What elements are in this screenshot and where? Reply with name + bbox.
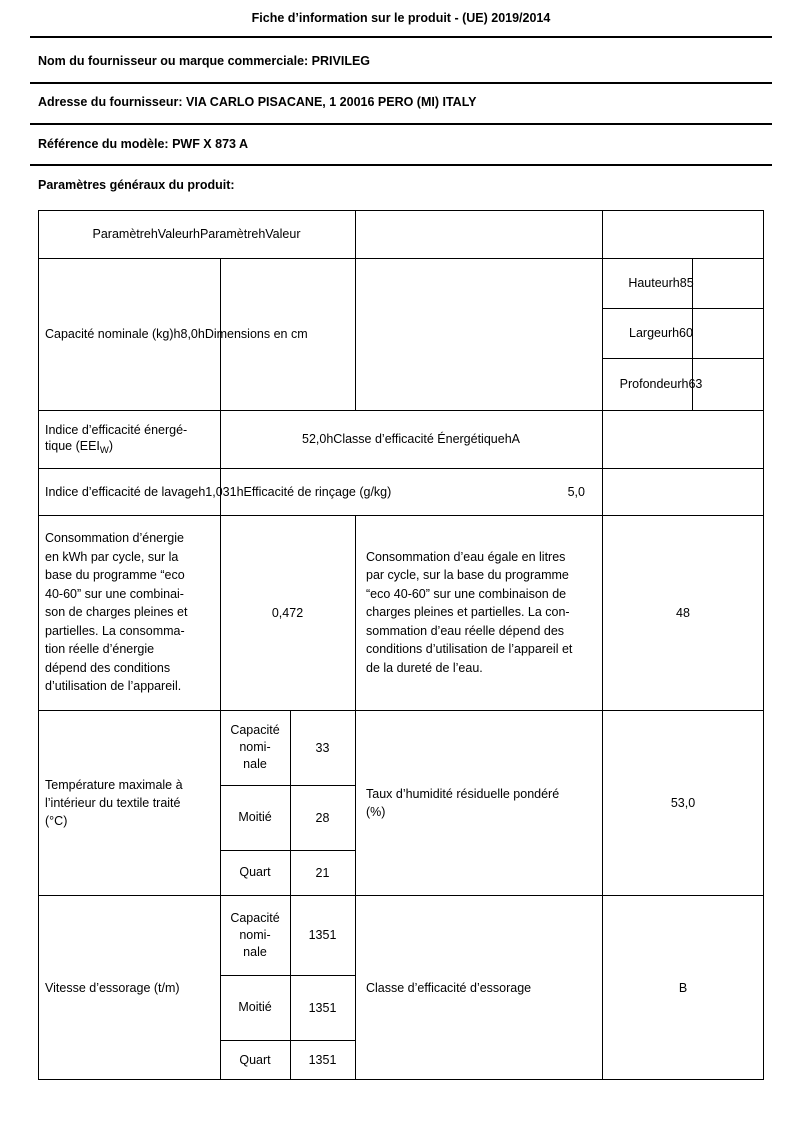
table-header-cell: ParamètrehValeurhParamètrehValeur [92, 227, 301, 241]
temp-quarter-label: Quart [239, 865, 271, 879]
humidity-label-cell: Taux d’humidité résiduelle pondéré (%) [366, 786, 560, 819]
spin-half-value: 1351 [308, 1000, 337, 1015]
divider [30, 36, 772, 38]
eei-label-line2: tique $(EEI_W)$ [45, 439, 114, 456]
water-consumption-cell: Consommation d’eau égale en litres par cycle, sur la base du programme “eco 40-60” sur une combinaison de charges pleines et partielles. La con- sommation d’eau réelle dépend des conditions d’utilisation de l’appareil et de la dureté de l’eau. [366, 549, 573, 675]
page-title: Fiche d’information sur le produit - (UE) 2019/2014 [251, 11, 551, 25]
water-value-cell: 48 [676, 605, 690, 620]
spin-speed-label-cell: Vitesse d’essorage (t/m) [45, 980, 180, 995]
rinse-value-cell: 5,0 [567, 484, 585, 499]
temp-capacity-label: Capacité nomi- nale [230, 723, 280, 771]
temp-quarter-value: 21 [315, 865, 330, 880]
spin-half-label: Moitié [238, 1000, 272, 1014]
divider [30, 82, 772, 84]
divider [30, 164, 772, 166]
eei-label-line1: Indice d’efficacité énergé- [45, 423, 188, 437]
section-heading: Paramètres généraux du produit: [38, 178, 235, 192]
eei-subscript: W [99, 445, 109, 456]
divider [30, 123, 772, 125]
model-line: Référence du modèle: PWF X 873 A [38, 137, 249, 151]
eei-label-cell [45, 410, 217, 468]
temp-half-value: 28 [315, 810, 330, 825]
energy-consumption-cell: Consommation d’énergie en kWh par cycle, sur la base du programme “eco 40-60” sur une combinai- son de charges pleines et partielles. La consomma- tion réelle d’énergie dépend des conditions d’utilisation de l’appareil. [45, 531, 188, 694]
eei-value-cell: 52,0hClasse d’efficacité ÉnergétiquehA [302, 432, 520, 446]
spin-class-label-cell: Classe d’efficacité d’essorage [366, 980, 532, 995]
humidity-value-cell: 53,0 [670, 795, 696, 810]
supplier-line: Nom du fournisseur ou marque commerciale: PRIVILEG [38, 54, 371, 68]
spin-class-value-cell: B [678, 980, 688, 995]
temperature-label-cell: Température maximale à l’intérieur du textile traité (°C) [45, 777, 183, 828]
capacity-cell: Capacité nominale (kg)h8,0hDimensions en cm [45, 327, 308, 341]
spin-capacity-label: Capacité nomi- nale [230, 910, 280, 959]
table-line [355, 210, 356, 410]
address-line: Adresse du fournisseur: VIA CARLO PISACANE, 1 20016 PERO (MI) ITALY [38, 95, 477, 109]
temp-half-label: Moitié [238, 810, 272, 824]
dimension-width-cell: Largeurh60 [629, 326, 693, 340]
washing-index-cell: Indice d’efficacité de lavageh1,031hEfficacité de rinçage (g/kg) [45, 484, 392, 499]
table-line [355, 515, 356, 1080]
temp-capacity-value: 33 [315, 740, 330, 755]
dimension-height-cell: Hauteurh85 [628, 276, 694, 290]
spin-capacity-value: 1351 [308, 928, 337, 942]
energy-value-cell: 0,472 [271, 605, 304, 620]
dimension-depth-cell: Profondeurh63 [619, 377, 703, 391]
spin-quarter-value: 1351 [308, 1053, 337, 1067]
spin-quarter-label: Quart [239, 1052, 271, 1067]
